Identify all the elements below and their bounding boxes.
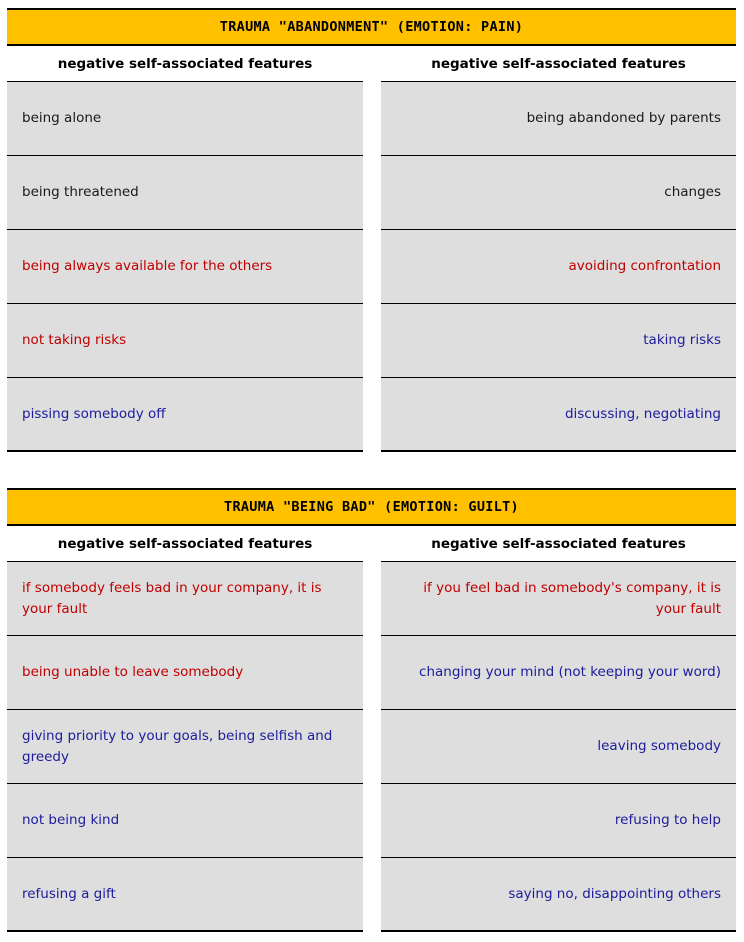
table-row — [7, 636, 363, 710]
cell-text: refusing to help — [614, 812, 721, 828]
column-header: negative self-associated features — [7, 46, 363, 82]
table-row — [7, 304, 363, 378]
cell-text: leaving somebody — [597, 738, 721, 754]
section-title-banner: TRAUMA "ABANDONMENT" (EMOTION: PAIN) — [7, 8, 736, 46]
table-row — [381, 710, 736, 784]
cell-text: pissing somebody off — [22, 405, 166, 422]
cell-text: if somebody feels bad in your company, it is your fault — [22, 579, 322, 617]
cell-text: saying no, disappointing others — [508, 885, 721, 902]
cell-text: avoiding confrontation — [568, 258, 721, 274]
table-row — [7, 156, 363, 230]
cell-text: if you feel bad in somebody's company, it is your fault — [423, 579, 721, 617]
table-row — [381, 82, 736, 156]
table-row — [7, 230, 363, 304]
cell-text: refusing a gift — [22, 885, 116, 902]
cell-text: giving priority to your goals, being selfish and greedy — [22, 727, 333, 765]
table-row — [381, 562, 736, 636]
right-column — [381, 46, 736, 452]
section-title-banner: TRAUMA "BEING BAD" (EMOTION: GUILT) — [7, 488, 736, 526]
trauma-section-being-bad — [7, 488, 736, 902]
cell-text: changing your mind (not keeping your word) — [419, 664, 721, 680]
cell-text: being alone — [22, 110, 102, 126]
cell-text: being unable to leave somebody — [22, 664, 244, 680]
table-row — [381, 304, 736, 378]
column-header: negative self-associated features — [381, 526, 736, 562]
cell-text: being always available for the others — [22, 258, 273, 274]
cell-text: not taking risks — [22, 332, 127, 348]
table-row — [7, 784, 363, 858]
cell-text: being abandoned by parents — [526, 110, 721, 126]
table-row — [7, 562, 363, 636]
table-row — [7, 710, 363, 784]
left-column — [7, 526, 363, 932]
right-column — [381, 526, 736, 932]
table-row — [7, 858, 363, 932]
cell-text: being threatened — [22, 184, 139, 200]
cell-text: discussing, negotiating — [564, 405, 721, 422]
table-row — [381, 378, 736, 452]
trauma-section-abandonment — [7, 8, 736, 422]
table-row — [381, 230, 736, 304]
table-row — [7, 378, 363, 452]
cell-text: not being kind — [22, 812, 120, 828]
table-row — [381, 636, 736, 710]
table-row — [381, 858, 736, 932]
cell-text: changes — [664, 184, 721, 200]
table-row — [7, 82, 363, 156]
table-row — [381, 156, 736, 230]
table-row — [381, 784, 736, 858]
left-column — [7, 46, 363, 452]
cell-text: taking risks — [643, 332, 721, 348]
column-header: negative self-associated features — [381, 46, 736, 82]
column-header: negative self-associated features — [7, 526, 363, 562]
